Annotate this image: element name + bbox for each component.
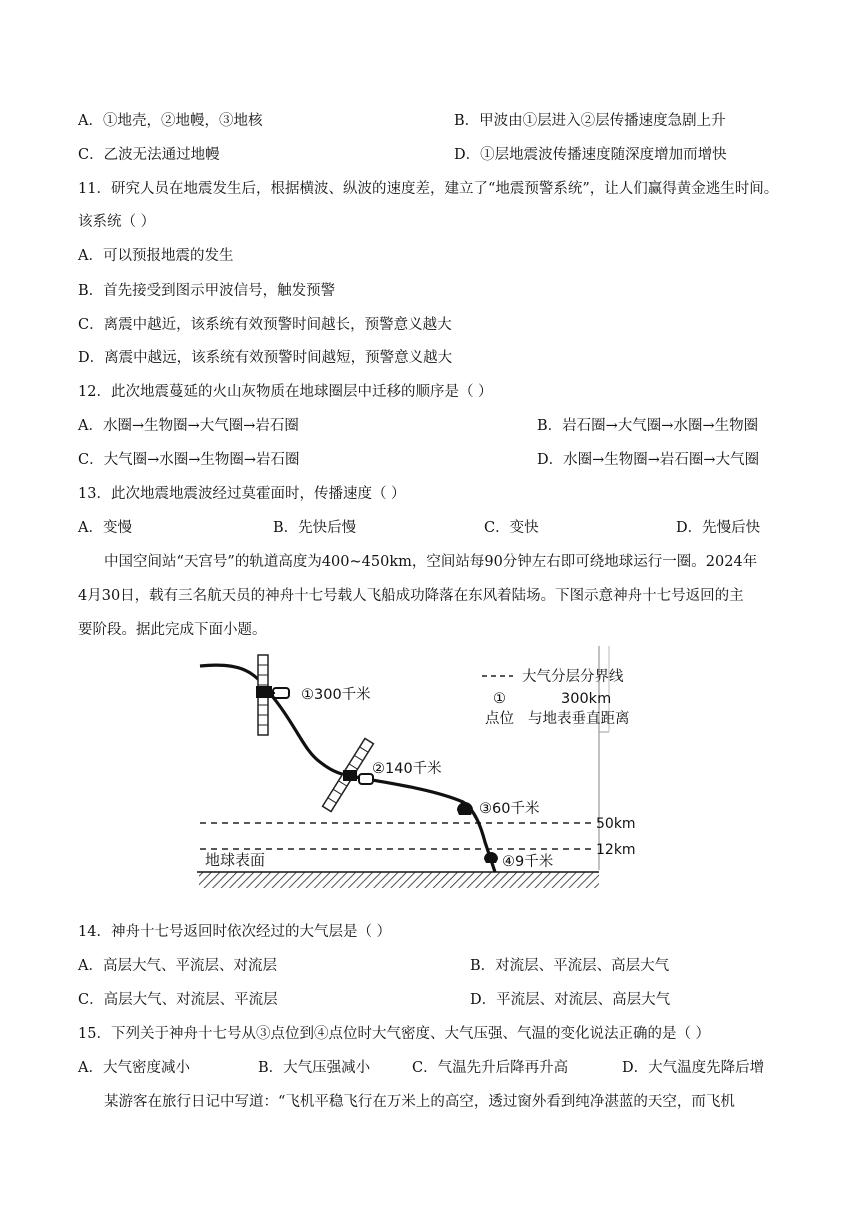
passage-line3: 要阶段。据此完成下面小题。	[78, 622, 267, 638]
q12-stem: 12．此次地震蔓延的火山灰物质在地球圈层中迁移的顺序是（ ）	[78, 384, 493, 400]
point-1-label: ①300千米	[301, 687, 371, 703]
q15-option-c: C．气温先升后降再升高	[412, 1060, 569, 1076]
ground-hatching	[199, 872, 599, 888]
passage-line1: 中国空间站“天宫号”的轨道高度为400~450km，空间站每90分钟左右即可绕地球运行一圈。2024年	[104, 554, 758, 570]
q15-option-d: D．大气温度先降后增	[622, 1060, 765, 1076]
surface-label: 地球表面	[205, 851, 266, 869]
legend-circle: ①	[493, 691, 506, 707]
spacecraft-1-icon	[256, 655, 289, 735]
q10-option-b: B．甲波由①层进入②层传播速度急剧上升	[454, 113, 726, 129]
point-2-label: ②140千米	[372, 761, 442, 777]
q10-option-d: D．①层地震波传播速度随深度增加而增快	[454, 147, 727, 163]
q10-option-c: C．乙波无法通过地幔	[78, 147, 220, 163]
legend-line-label: 大气分层分界线	[522, 669, 624, 685]
q15-option-b: B．大气压强减小	[258, 1060, 371, 1076]
q12-option-b: B．岩石圈→大气圈→水圈→生物圈	[537, 418, 759, 434]
point-3-label: ③60千米	[479, 801, 540, 817]
q14-stem: 14．神舟十七号返回时依次经过的大气层是（ ）	[78, 924, 392, 940]
q11-option-a: A．可以预报地震的发生	[78, 248, 234, 264]
q13-option-d: D．先慢后快	[676, 520, 761, 536]
reentry-diagram	[195, 642, 655, 892]
label-12km: 12km	[596, 842, 636, 858]
q15-option-a: A．大气密度减小	[78, 1060, 190, 1076]
q12-option-d: D．水圈→生物圈→岩石圈→大气圈	[537, 452, 760, 468]
q15-stem: 15．下列关于神舟十七号从③点位到④点位时大气密度、大气压强、气温的变化说法正确的是（ ）	[78, 1026, 711, 1042]
capsule-4-icon	[484, 852, 498, 863]
q14-option-d: D．平流层、对流层、高层大气	[470, 992, 671, 1008]
legend-desc-label: 与地表垂直距离	[528, 711, 630, 727]
q13-option-a: A．变慢	[78, 520, 132, 536]
passage-line2: 4月30日，载有三名航天员的神舟十七号载人飞船成功降落在东风着陆场。下图示意神舟十七号返回的主	[78, 588, 744, 604]
q12-option-c: C．大气圈→水圈→生物圈→岩石圈	[78, 452, 300, 468]
legend-distance: 300km	[561, 691, 612, 707]
spacecraft-2-capsule	[359, 774, 373, 784]
q14-option-c: C．高层大气、对流层、平流层	[78, 992, 278, 1008]
capsule-3-icon	[457, 802, 473, 815]
q11-stem-line1: 11．研究人员在地震发生后，根据横波、纵波的速度差，建立了“地震预警系统”，让人们赢得黄金逃生时间。	[78, 181, 779, 197]
q13-stem: 13．此次地震地震波经过莫霍面时，传播速度（ ）	[78, 486, 406, 502]
q14-option-a: A．高层大气、平流层、对流层	[78, 958, 277, 974]
spacecraft-2-body	[343, 770, 357, 781]
q13-option-b: B．先快后慢	[273, 520, 357, 536]
label-50km: 50km	[596, 816, 636, 832]
q11-stem-line2: 该系统（ ）	[78, 214, 156, 230]
point-4-label: ④9千米	[502, 854, 554, 870]
passage2-line1: 某游客在旅行日记中写道：“飞机平稳飞行在万米上的高空，透过窗外看到纯净湛蓝的天空，而飞机	[104, 1094, 735, 1110]
q11-option-d: D．离震中越远，该系统有效预警时间越短，预警意义越大	[78, 350, 453, 366]
legend-point-label: 点位	[485, 711, 514, 727]
q13-option-c: C．变快	[484, 520, 539, 536]
q11-option-b: B．首先接受到图示甲波信号，触发预警	[78, 283, 336, 299]
q11-option-c: C．离震中越近，该系统有效预警时间越长，预警意义越大	[78, 317, 452, 333]
q14-option-b: B．对流层、平流层、高层大气	[470, 958, 670, 974]
q10-option-a: A．①地壳，②地幔，③地核	[78, 113, 263, 129]
q12-option-a: A．水圈→生物圈→大气圈→岩石圈	[78, 418, 299, 434]
